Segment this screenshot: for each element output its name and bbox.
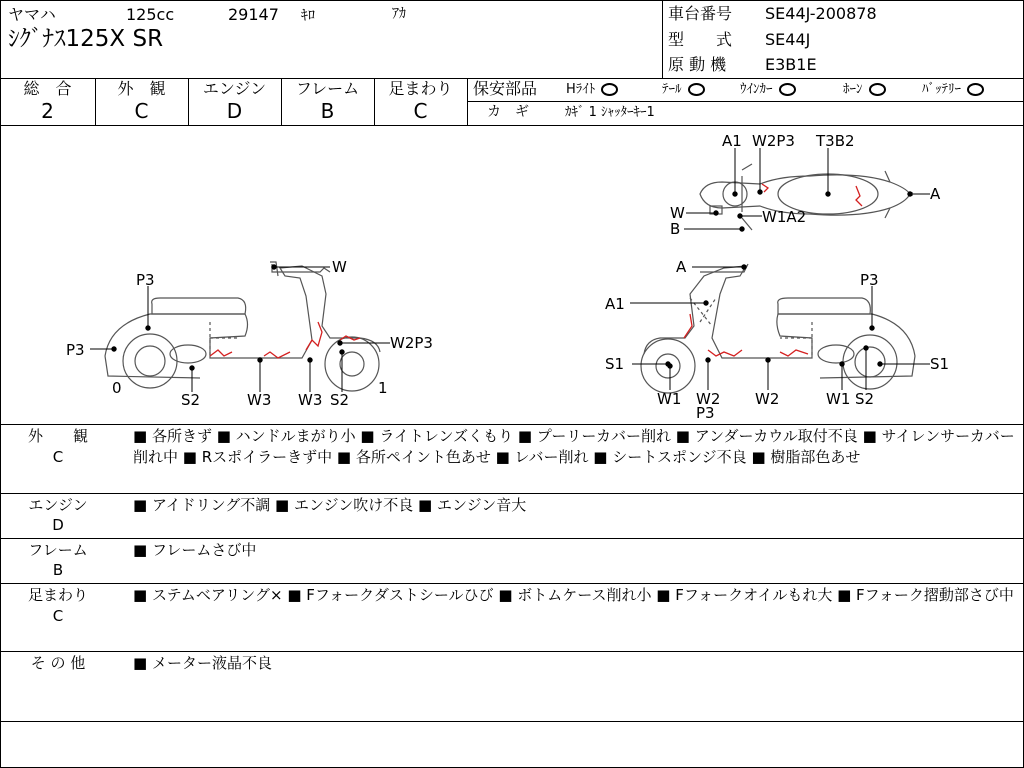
frame-no: SE44J-200878 (765, 4, 877, 23)
ok-mark-icon (779, 83, 796, 96)
detail-text-frame: ■ フレームさび中 (133, 541, 257, 559)
diagram-bottom-line (0, 424, 1024, 425)
exterior-grade: C (134, 99, 149, 123)
label-p3-right-under: P3 (696, 404, 715, 422)
key-value: ｶｷﾞ 1 ｼｬｯﾀｰｷｰ1 (565, 105, 655, 120)
engine-label: 原 動 機 (668, 55, 727, 74)
label-p3-left-seat: P3 (136, 271, 155, 289)
detail-label-other: そ の 他 (30, 654, 86, 672)
label-t3b2-top: T3B2 (816, 132, 855, 150)
label-a1-top: A1 (722, 132, 742, 150)
detail-label-engine: エンジン (28, 496, 88, 514)
detail-label-suspension: 足まわり (27, 586, 88, 604)
label-w-left: W (332, 258, 347, 276)
detail-label-frame: フレーム (28, 541, 88, 559)
detail-label-exterior: 外 観 (27, 427, 88, 445)
label-w1-right-1: W1 (657, 390, 682, 408)
safety-battery: ﾊﾞｯﾃﾘｰ (922, 83, 984, 96)
maker: ヤマハ (8, 5, 56, 24)
label-w1-right-2: W1 (826, 390, 851, 408)
mileage: 29147 (228, 5, 279, 24)
label-s1-right-front: S1 (605, 355, 625, 373)
type-label: 型 式 (668, 30, 733, 49)
detail-line-3 (0, 583, 1024, 584)
mileage-unit: ｷﾛ (301, 8, 315, 24)
safety-tail: ﾃｰﾙ (662, 83, 705, 96)
label-p3-left-rear: P3 (66, 341, 85, 359)
label-w2p3-top: W2P3 (752, 132, 795, 150)
color: ｱｶ (392, 6, 406, 22)
label-1-left: 1 (378, 379, 388, 397)
safety-winker: ｳｲﾝｶｰ (740, 83, 796, 96)
label-a-right: A (676, 258, 687, 276)
ok-mark-icon (601, 83, 618, 96)
exterior-label: 外 観 (117, 79, 166, 98)
detail-grade-exterior: C (52, 448, 64, 466)
label-s1-right-rear: S1 (930, 355, 950, 373)
safety-horn: ﾎｰﾝ (843, 83, 886, 96)
label-s2-left-2: S2 (330, 391, 350, 409)
label-a1-right: A1 (605, 295, 625, 313)
displacement: 125cc (126, 5, 175, 24)
detail-text-suspension: ■ ステムベアリング× ■ Fフォークダストシールひび ■ ボトムケース削れ小 ■ Fフォークオイルもれ大 ■ Fフォーク摺動部さび中 (133, 586, 1014, 604)
engine-value: E3B1E (765, 55, 817, 74)
damage-diagram (0, 126, 1024, 424)
safety-label: 保安部品 (473, 79, 538, 98)
label-p3-right-seat: P3 (860, 271, 879, 289)
detail-line-1 (0, 493, 1024, 494)
detail-text-other: ■ メーター液晶不良 (133, 654, 272, 672)
overall-label: 総 合 (23, 79, 72, 98)
label-b-top: B (670, 220, 681, 238)
detail-grade-suspension: C (52, 607, 64, 625)
label-0-left: 0 (112, 379, 122, 397)
engine-grade-label: エンジン (202, 79, 267, 98)
safety-headlight: Hﾗｲﾄ (566, 83, 618, 96)
detail-grade-engine: D (52, 516, 64, 534)
grade-divider-5 (467, 78, 468, 125)
detail-text-engine: ■ アイドリング不調 ■ エンジン吹け不良 ■ エンジン音大 (133, 496, 527, 514)
detail-line-2 (0, 538, 1024, 539)
detail-line-5 (0, 721, 1024, 722)
key-label: カ ギ (487, 104, 529, 120)
ok-mark-icon (967, 83, 984, 96)
label-w1a2-top: W1A2 (762, 208, 807, 226)
detail-grade-frame: B (52, 561, 64, 579)
label-s2-left-1: S2 (181, 391, 201, 409)
detail-text-exterior: ■ 各所きず ■ ハンドルまがり小 ■ ライトレンズくもり ■ プーリーカバー削れ ■ アンダーカウル取付不良 ■ サイレンサーカバー削れ中 ■ Rスポイラーきず中 ■ 各所ペイント色あせ ■ レバー削れ ■ シートスポンジ不良 ■ 樹脂部色あせ (133, 427, 1015, 466)
frame-grade: B (320, 99, 335, 123)
engine-grade: D (226, 99, 243, 123)
ok-mark-icon (869, 83, 886, 96)
label-w-top: W (670, 204, 685, 222)
overall-grade: 2 (41, 99, 54, 123)
model-name: ｼｸﾞﾅｽ125X SR (8, 26, 164, 52)
label-a-top: A (930, 185, 941, 203)
detail-line-4 (0, 651, 1024, 652)
label-w3-left-1: W3 (247, 391, 272, 409)
suspension-grade-label: 足まわり (388, 79, 453, 98)
frame-grade-label: フレーム (295, 79, 360, 98)
label-w2-right-2: W2 (755, 390, 780, 408)
ok-mark-icon (688, 83, 705, 96)
suspension-grade: C (413, 99, 428, 123)
header-divider (662, 0, 663, 78)
type-value: SE44J (765, 30, 811, 49)
label-w3-left-2: W3 (298, 391, 323, 409)
safety-mid-line (467, 101, 1024, 102)
label-w2p3-left: W2P3 (390, 334, 433, 352)
label-w2-right-1: W2 (696, 390, 721, 408)
label-s2-right: S2 (855, 390, 875, 408)
frame-no-label: 車台番号 (668, 4, 733, 23)
